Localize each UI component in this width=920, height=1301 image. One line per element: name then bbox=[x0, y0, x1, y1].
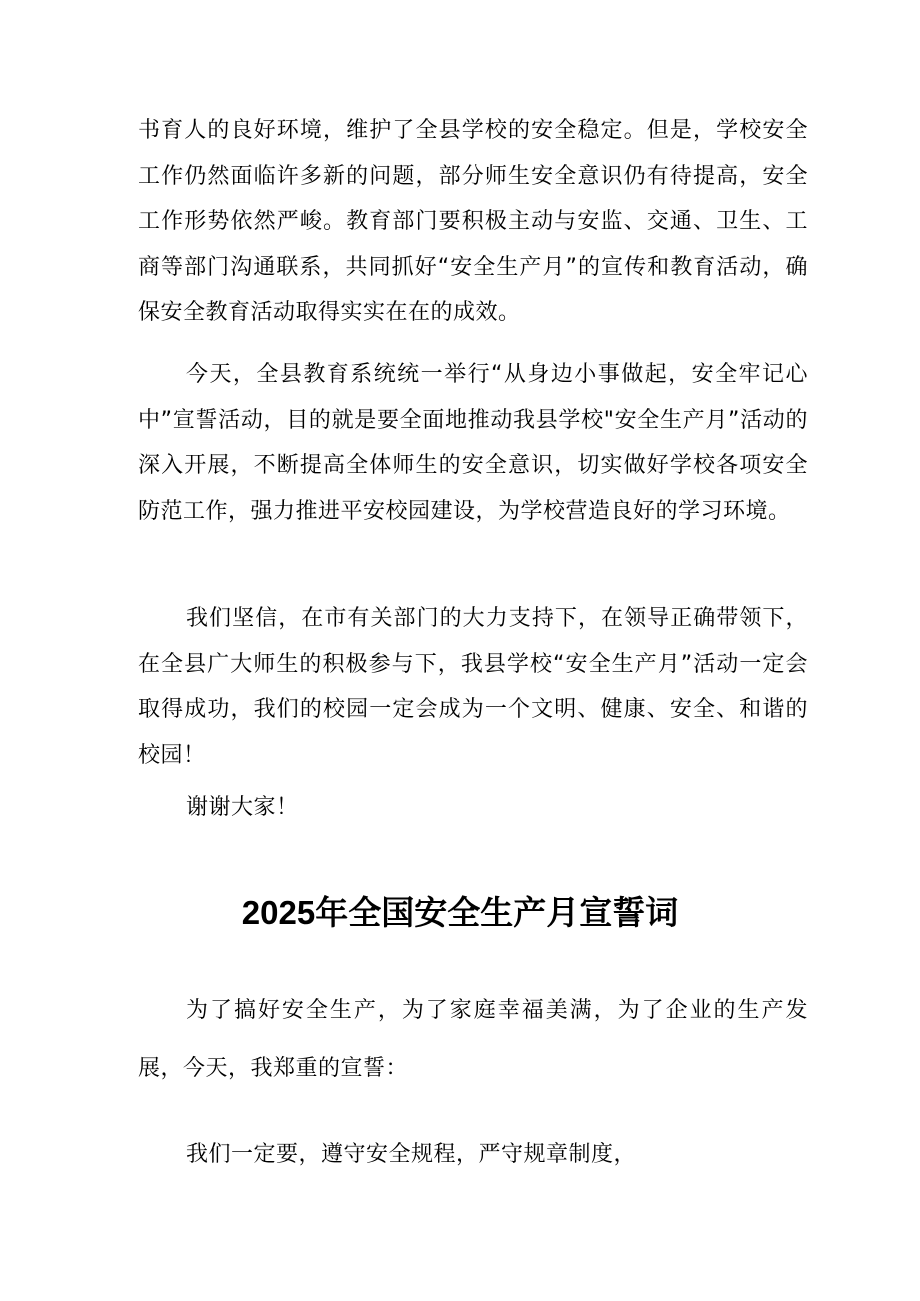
paragraph-belief: 我们坚信，在市有关部门的大力支持下，在领导正确带领下，在全县广大师生的积极参与下，我县学校“安全生产月”活动一定会取得成功，我们的校园一定会成为一个文明、健康、安全、和谐的校园！ bbox=[138, 606, 808, 768]
oath-intro: 为了搞好安全生产，为了家庭幸福美满，为了企业的生产发展，今天，我郑重的宣誓： bbox=[138, 998, 808, 1081]
paragraph-activity: 今天，全县教育系统统一举行“从身边小事做起，安全牢记心中”宣誓活动，目的就是要全面地推动我县学校"安全生产月”活动的深入开展，不断提高全体师生的安全意识，切实做好学校各项安全防范工作，强力推进平安校园建设，为学校营造良好的学习环境。 bbox=[138, 362, 808, 524]
document-title: 2025年全国安全生产月宣誓词 bbox=[241, 894, 679, 931]
oath-line: 我们一定要，遵守安全规程，严守规章制度， bbox=[186, 1142, 637, 1167]
paragraph-continued: 书育人的良好环境，维护了全县学校的安全稳定。但是，学校安全工作仍然面临许多新的问题，部分师生安全意识仍有待提高，安全工作形势依然严峻。教育部门要积极主动与安监、交通、卫生、工商等部门沟通联系，共同抓好“安全生产月”的宣传和教育活动，确保安全教育活动取得实实在在的成效。 bbox=[138, 118, 808, 325]
paragraph-thanks: 谢谢大家！ bbox=[186, 795, 299, 820]
